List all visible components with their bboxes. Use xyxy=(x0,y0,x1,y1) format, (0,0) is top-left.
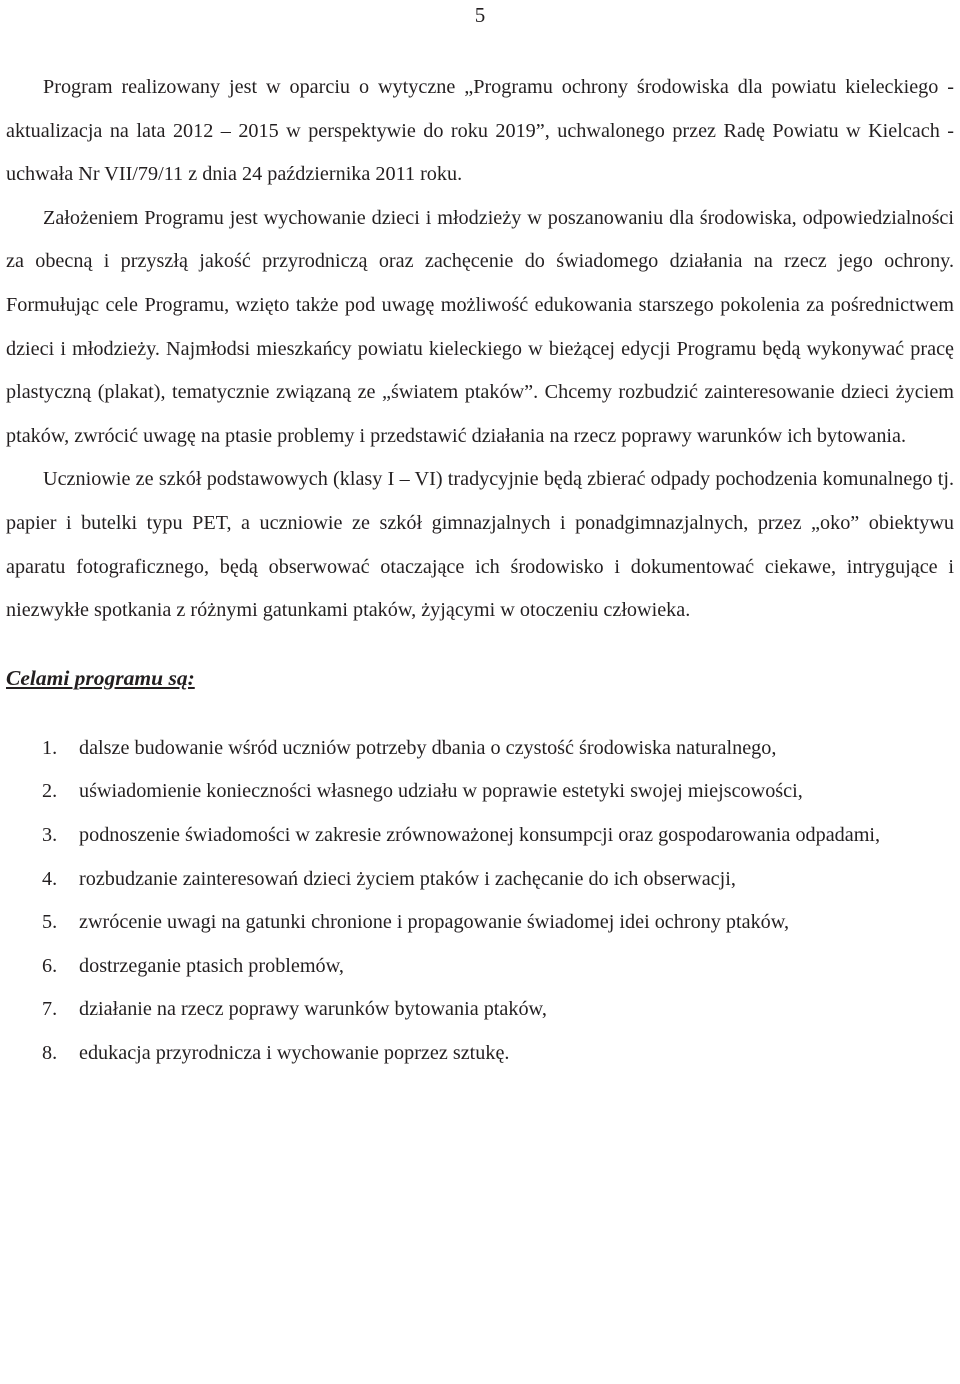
goal-text: dalsze budowanie wśród uczniów potrzeby dbania o czystość środowiska naturalnego, xyxy=(79,736,777,759)
paragraph-program-basis: Program realizowany jest w oparciu o wytyczne „Programu ochrony środowiska dla powiatu kieleckiego - aktualizacja na lata 2012 – 2015 w perspektywie do roku 2019”, uchwalonego przez Radę Powiatu w Kielcach - uchwała Nr VII/79/11 z dnia 24 października 2011 roku. xyxy=(6,76,954,186)
goal-text: zwrócenie uwagi na gatunki chronione i propagowanie świadomej idei ochrony ptaków, xyxy=(79,911,790,934)
goal-item xyxy=(6,814,954,858)
goal-text: podnoszenie świadomości w zakresie zrównoważonej konsumpcji oraz gospodarowania odpadami, xyxy=(79,823,881,846)
goal-number: 4. xyxy=(42,867,58,890)
page-number: 5 xyxy=(474,3,486,27)
goal-item xyxy=(6,901,954,945)
goal-text: edukacja przyrodnicza i wychowanie poprzez sztukę. xyxy=(79,1041,510,1064)
goal-text: rozbudzanie zainteresowań dzieci życiem ptaków i zachęcanie do ich obserwacji, xyxy=(79,867,736,890)
paragraph-students-activities: Uczniowie ze szkół podstawowych (klasy I – VI) tradycyjnie będą zbierać odpady pochodzenia komunalnego tj. papier i butelki typu PET, a uczniowie ze szkół gimnazjalnych i ponadgimnazjalnych, przez „oko” obiektywu aparatu fotograficznego, będą obserwować otaczające ich środowisko i dokumentować ciekawe, intrygujące i niezwykłe spotkania z różnymi gatunkami ptaków, żyjącymi w otoczeniu człowieka. xyxy=(6,468,954,622)
goal-item xyxy=(6,945,954,989)
goal-item xyxy=(6,1032,954,1076)
goal-item xyxy=(6,858,954,902)
goal-text: dostrzeganie ptasich problemów, xyxy=(79,954,344,977)
goals-heading: Celami programu są: xyxy=(6,665,195,690)
goals-list xyxy=(6,727,954,1076)
goal-number: 2. xyxy=(42,780,58,803)
goal-text: uświadomienie konieczności własnego udziału w poprawie estetyki swojej miejscowości, xyxy=(79,780,803,803)
document-body xyxy=(6,66,954,1075)
paragraph-program-assumptions: Założeniem Programu jest wychowanie dzieci i młodzieży w poszanowaniu dla środowiska, odpowiedzialności za obecną i przyszłą jakość przyrodniczą oraz zachęcenie do świadomego działania na rzecz jego ochrony. Formułując cele Programu, wzięto także pod uwagę możliwość edukowania starszego pokolenia za pośrednictwem dzieci i młodzieży. Najmłodsi mieszkańcy powiatu kieleckiego w bieżącej edycji Programu będą wykonywać pracę plastyczną (plakat), tematycznie związaną ze „światem ptaków”. Chcemy rozbudzić zainteresowanie dzieci życiem ptaków, zwrócić uwagę na ptasie problemy i przedstawić działania na rzecz poprawy warunków ich bytowania. xyxy=(6,206,954,447)
goal-number: 3. xyxy=(42,823,58,846)
goal-number: 1. xyxy=(42,736,58,759)
goal-number: 7. xyxy=(42,998,58,1021)
goal-item xyxy=(6,770,954,814)
goal-item xyxy=(6,727,954,771)
goal-item xyxy=(6,988,954,1032)
goal-text: działanie na rzecz poprawy warunków bytowania ptaków, xyxy=(79,998,547,1021)
goal-number: 6. xyxy=(42,954,58,977)
goal-number: 5. xyxy=(42,911,58,934)
goal-number: 8. xyxy=(42,1041,58,1064)
